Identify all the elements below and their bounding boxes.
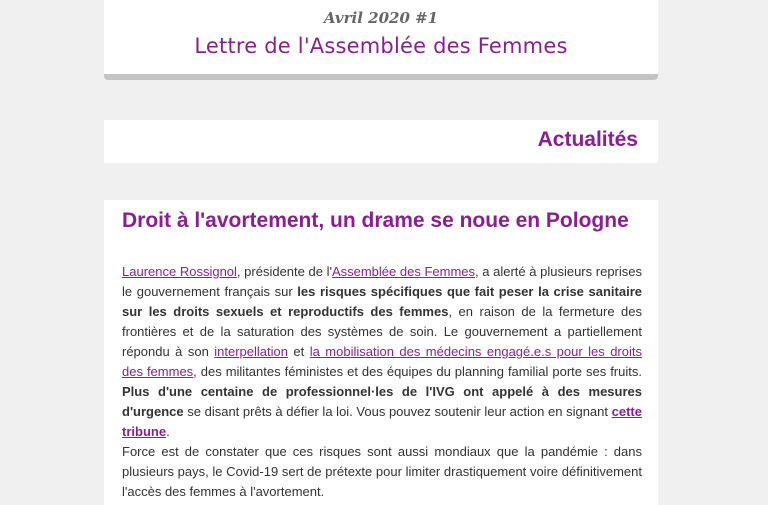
- link-assemblee-des-femmes[interactable]: Assemblée des Femmes: [331, 264, 476, 279]
- bold-text: les risques spécifiques que fait peser la crise sanitaire sur les droits sexuels et reproductifs des femmes: [122, 284, 642, 319]
- article: [104, 200, 658, 505]
- newsletter-title: Lettre de l'Assemblée des Femmes: [194, 34, 568, 58]
- bold-text: Plus d'une centaine de professionnel·les de l'IVG ont appelé à des mesures d'urgence: [122, 384, 642, 419]
- newsletter-header: [104, 0, 658, 80]
- article-paragraph-2: Force est de constater que ces risques sont aussi mondiaux que la pandémie : dans plusieurs pays, le Covid-19 sert de prétexte pour limiter drastiquement voire définitivement l'accès des femmes à l'avortement.: [122, 444, 642, 499]
- text-segment: se disant prêts à défier la loi. Vous pouvez soutenir leur action en signant: [183, 404, 612, 419]
- link-interpellation[interactable]: interpellation: [214, 344, 288, 359]
- article-title: Droit à l'avortement, un drame se noue en Pologne: [122, 209, 629, 232]
- text-segment: .: [166, 424, 170, 439]
- text-segment: et: [287, 344, 310, 359]
- issue-label: Avril 2020 #1: [323, 9, 439, 27]
- link-cette-tribune[interactable]: cette tribune: [122, 404, 642, 439]
- section-header: [104, 120, 658, 163]
- text-segment: , des militantes féministes et des équipes du planning familial porte ses fruits.: [193, 364, 642, 379]
- link-laurence-rossignol[interactable]: Laurence Rossignol: [122, 264, 237, 279]
- link-mobilisation-medecins[interactable]: la mobilisation des médecins engagé.e.s pour les droits des femmes: [122, 344, 642, 379]
- article-body: [122, 262, 642, 502]
- text-segment: , en raison de la fermeture des frontières et de la saturation des systèmes de soin. Le gouvernement a partiellement répondu à son: [122, 304, 643, 359]
- article-paragraph-1: [122, 262, 642, 442]
- text-segment: , présidente de l': [236, 264, 332, 279]
- section-title: Actualités: [537, 128, 638, 151]
- text-segment: , a alerté à plusieurs reprises le gouvernement français sur: [122, 264, 642, 299]
